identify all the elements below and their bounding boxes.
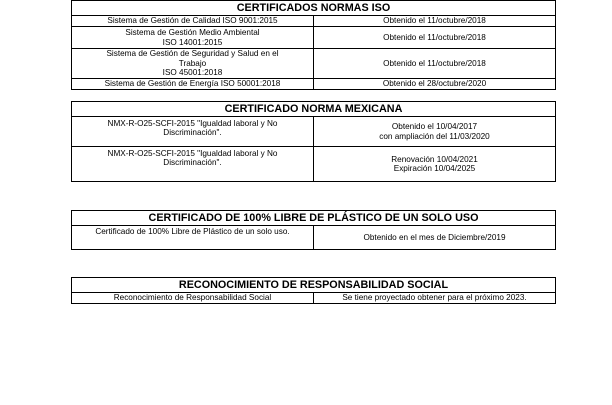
social-recognition-table	[71, 277, 556, 304]
table-row	[72, 27, 556, 49]
table-row	[72, 147, 556, 182]
iso-certificates-table	[71, 0, 556, 90]
plastic-table-title: CERTIFICADO DE 100% LIBRE DE PLÁSTICO DE UN SOLO USO	[72, 211, 556, 226]
cert-name-line: ISO 14001:2015	[162, 37, 223, 47]
table-row	[72, 117, 556, 147]
social-recognition-name: Reconocimiento de Responsabilidad Social	[72, 293, 314, 304]
nmx-cert-status	[314, 117, 556, 147]
table-row	[72, 226, 556, 250]
iso-cert-status: Obtenido el 28/octubre/2020	[314, 79, 556, 90]
iso-cert-name	[72, 49, 314, 79]
social-table-title: RECONOCIMIENTO DE RESPONSABILIDAD SOCIAL	[72, 278, 556, 293]
iso-cert-name	[72, 27, 314, 49]
iso-cert-name: Sistema de Gestión de Energía ISO 50001:2018	[72, 79, 314, 90]
plastic-cert-name: Certificado de 100% Libre de Plástico de un solo uso.	[72, 226, 314, 250]
iso-table-title: CERTIFICADOS NORMAS ISO	[72, 1, 556, 16]
cert-status-line: Expiración 10/04/2025	[393, 164, 476, 173]
nmx-certificates-table	[71, 101, 556, 182]
iso-cert-name: Sistema de Gestión de Calidad ISO 9001:2015	[72, 16, 314, 27]
cert-name-line: Discriminación".	[163, 158, 222, 168]
iso-cert-status: Obtenido el 11/octubre/2018	[314, 27, 556, 49]
table-row	[72, 16, 556, 27]
table-row	[72, 79, 556, 90]
cert-name-line: Discriminación".	[163, 128, 222, 138]
iso-cert-status: Obtenido el 11/octubre/2018	[314, 16, 556, 27]
table-row	[72, 293, 556, 304]
plastic-certificate-table	[71, 210, 556, 250]
cert-name-line: ISO 45001:2018	[162, 68, 223, 78]
nmx-cert-name	[72, 117, 314, 147]
nmx-cert-status	[314, 147, 556, 182]
nmx-cert-name	[72, 147, 314, 182]
cert-name-line: Trabajo	[178, 58, 207, 68]
cert-name-line: NMX-R-O25-SCFI-2015 "Igualdad laboral y No	[107, 149, 278, 158]
cert-status-line: Obtenido el 10/04/2017	[391, 122, 478, 132]
cert-name-line: Sistema de Gestión de Seguridad y Salud en el	[106, 49, 279, 59]
cert-status-line: Renovación 10/04/2021	[391, 154, 478, 164]
iso-cert-status: Obtenido el 11/octubre/2018	[314, 49, 556, 79]
plastic-cert-status: Obtenido en el mes de Diciembre/2019	[314, 226, 556, 250]
nmx-table-title: CERTIFICADO NORMA MEXICANA	[72, 102, 556, 117]
cert-status-line: con ampliación del 11/03/2020	[379, 131, 490, 141]
cert-name-line: NMX-R-O25-SCFI-2015 "Igualdad laboral y No	[107, 119, 278, 128]
social-recognition-status: Se tiene proyectado obtener para el próximo 2023.	[314, 293, 556, 304]
cert-name-line: Sistema de Gestión Medio Ambiental	[125, 28, 260, 38]
table-row	[72, 49, 556, 79]
